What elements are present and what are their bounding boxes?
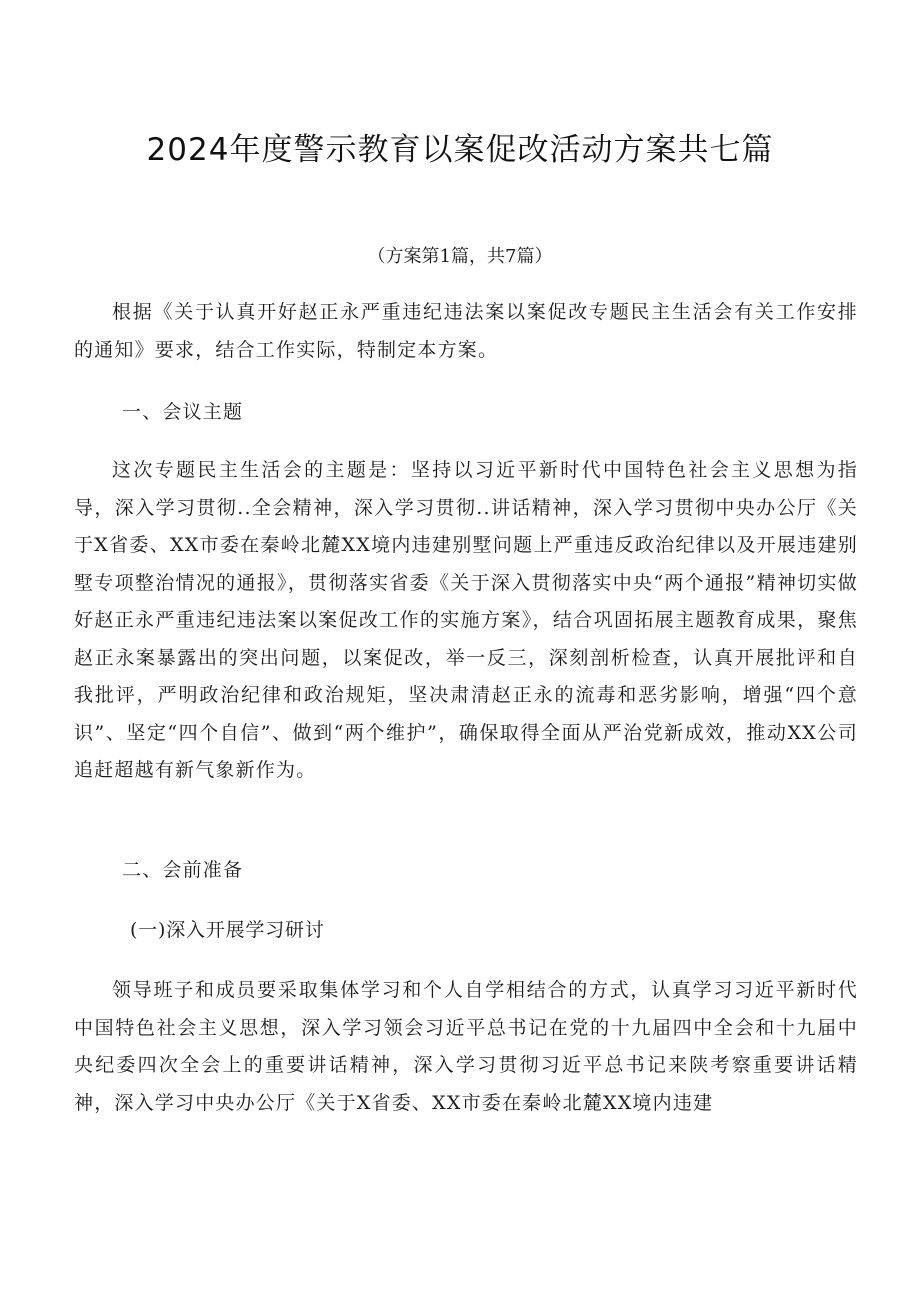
section-2-heading: 二、会前准备 (122, 859, 244, 881)
section-1-heading: 一、会议主题 (122, 401, 244, 423)
subsection-2-1-heading: (一)深入开展学习研讨 (130, 919, 325, 941)
intro-paragraph: 根据《关于认真开好赵正永严重违纪违法案以案促改专题民主生活会有关工作安排的通知》要求，结合工作实际，特制定本方案。 (74, 301, 858, 361)
document-subtitle: （方案第1篇，共7篇） (367, 246, 553, 267)
section-1-paragraph: 这次专题民主生活会的主题是：坚持以习近平新时代中国特色社会主义思想为指导，深入学习贯彻..全会精神，深入学习贯彻..讲话精神，深入学习贯彻中央办公厅《关于X省委、XX市委在秦岭北麓XX境内违建别墅问题上严重违反政治纪律以及开展违建别墅专项整治情况的通报》，贯彻落实省委《关于深入贯彻落实中央“两个通报”精神切实做好赵正永严重违纪违法案以案促改工作的实施方案》，结合巩固拓展主题教育成果，聚焦赵正永案暴露出的突出问题，以案促改，举一反三，深刻剖析检查，认真开展批评和自我批评，严明政治纪律和政治规矩，坚决肃清赵正永的流毒和恶劣影响，增强“四个意识”、坚定“四个自信”、做到“两个维护”，确保取得全面从严治党新成效，推动XX公司追赶超越有新气象新作为。 (74, 459, 858, 781)
subsection-2-1-paragraph: 领导班子和成员要采取集体学习和个人自学相结合的方式，认真学习习近平新时代中国特色社会主义思想，深入学习领会习近平总书记在党的十九届四中全会和十九届中央纪委四次全会上的重要讲话精神，深入学习贯彻习近平总书记来陕考察重要讲话精神，深入学习中央办公厅《关于X省委、XX市委在秦岭北麓XX境内违建 (74, 979, 858, 1114)
document-title: 2024年度警示教育以案促改活动方案共七篇 (146, 132, 774, 168)
